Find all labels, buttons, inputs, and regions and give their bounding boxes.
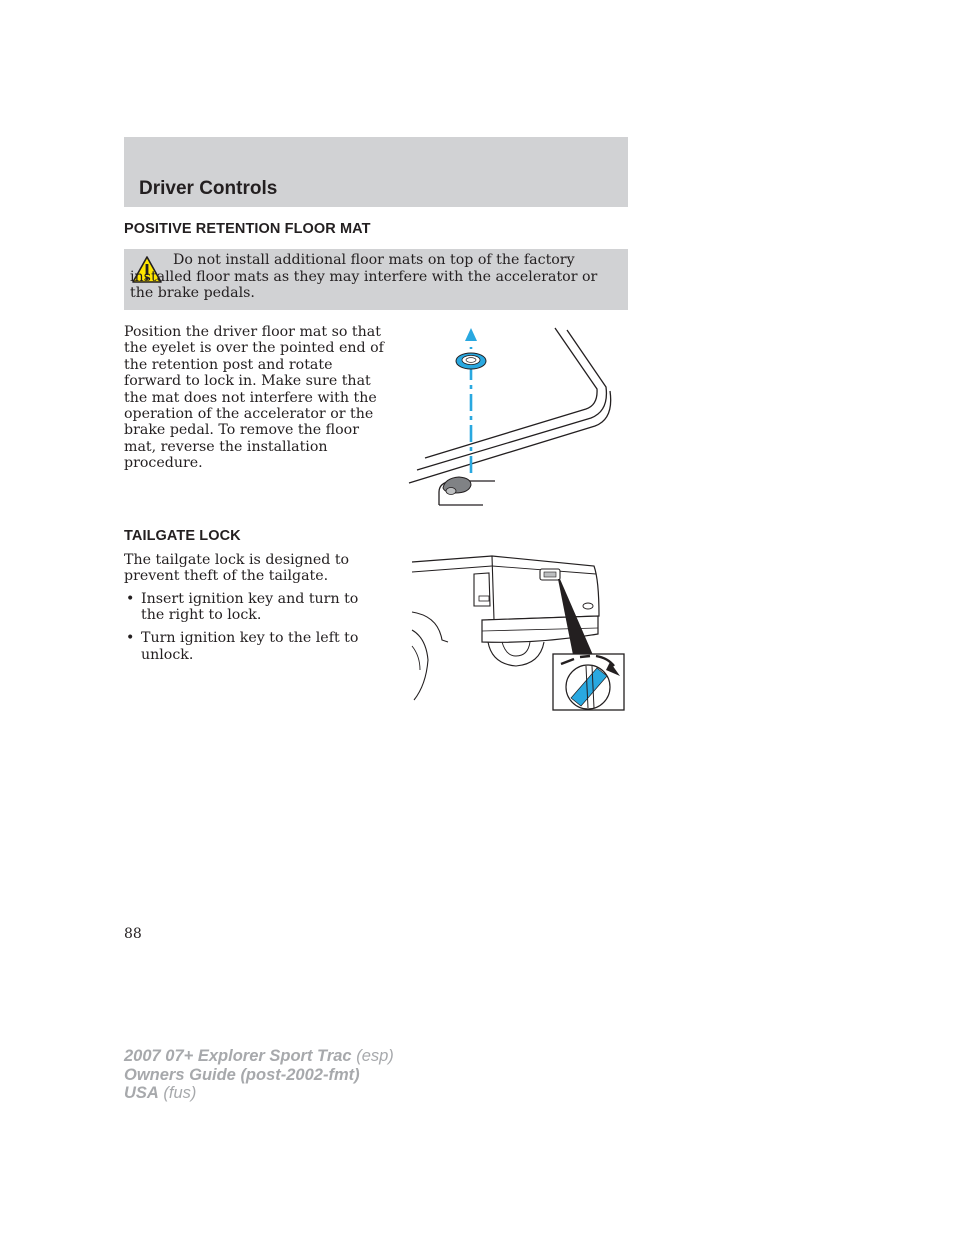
warning-box: [124, 249, 628, 310]
warning-text: Do not install additional floor mats on top of the factory installed floor mats as they may interfere with the accelerator or the brake pedals.: [130, 252, 598, 302]
document-footer: 2007 07+ Explorer Sport Trac (esp) Owners Guide (post-2002-fmt) USA (fus): [124, 1047, 394, 1102]
section-title: Driver Controls: [139, 178, 278, 199]
tailgate-illustration: [408, 550, 628, 712]
bullet-icon: •: [126, 630, 135, 647]
tailgate-intro: The tailgate lock is designed to prevent theft of the tailgate.: [124, 552, 350, 585]
floor-mat-illustration: [405, 325, 627, 510]
bullet-icon: •: [126, 591, 135, 607]
floor-mat-heading: POSITIVE RETENTION FLOOR MAT: [124, 221, 371, 237]
page-number: 88: [124, 926, 142, 942]
list-item: • Turn ignition key to the left to unlock.: [126, 630, 359, 663]
tailgate-steps: [124, 591, 386, 670]
tailgate-heading: TAILGATE LOCK: [124, 528, 241, 544]
floor-mat-body: Position the driver floor mat so that the eyelet is over the pointed end of the retention post and rotate forward to lock in. Make sure that the mat does not interfere with the operation of the accelerator or the brake pedal. To remove the floor mat, reverse the installation procedure.: [124, 324, 384, 472]
list-item: • Insert ignition key and turn to the right to lock.: [126, 591, 359, 624]
